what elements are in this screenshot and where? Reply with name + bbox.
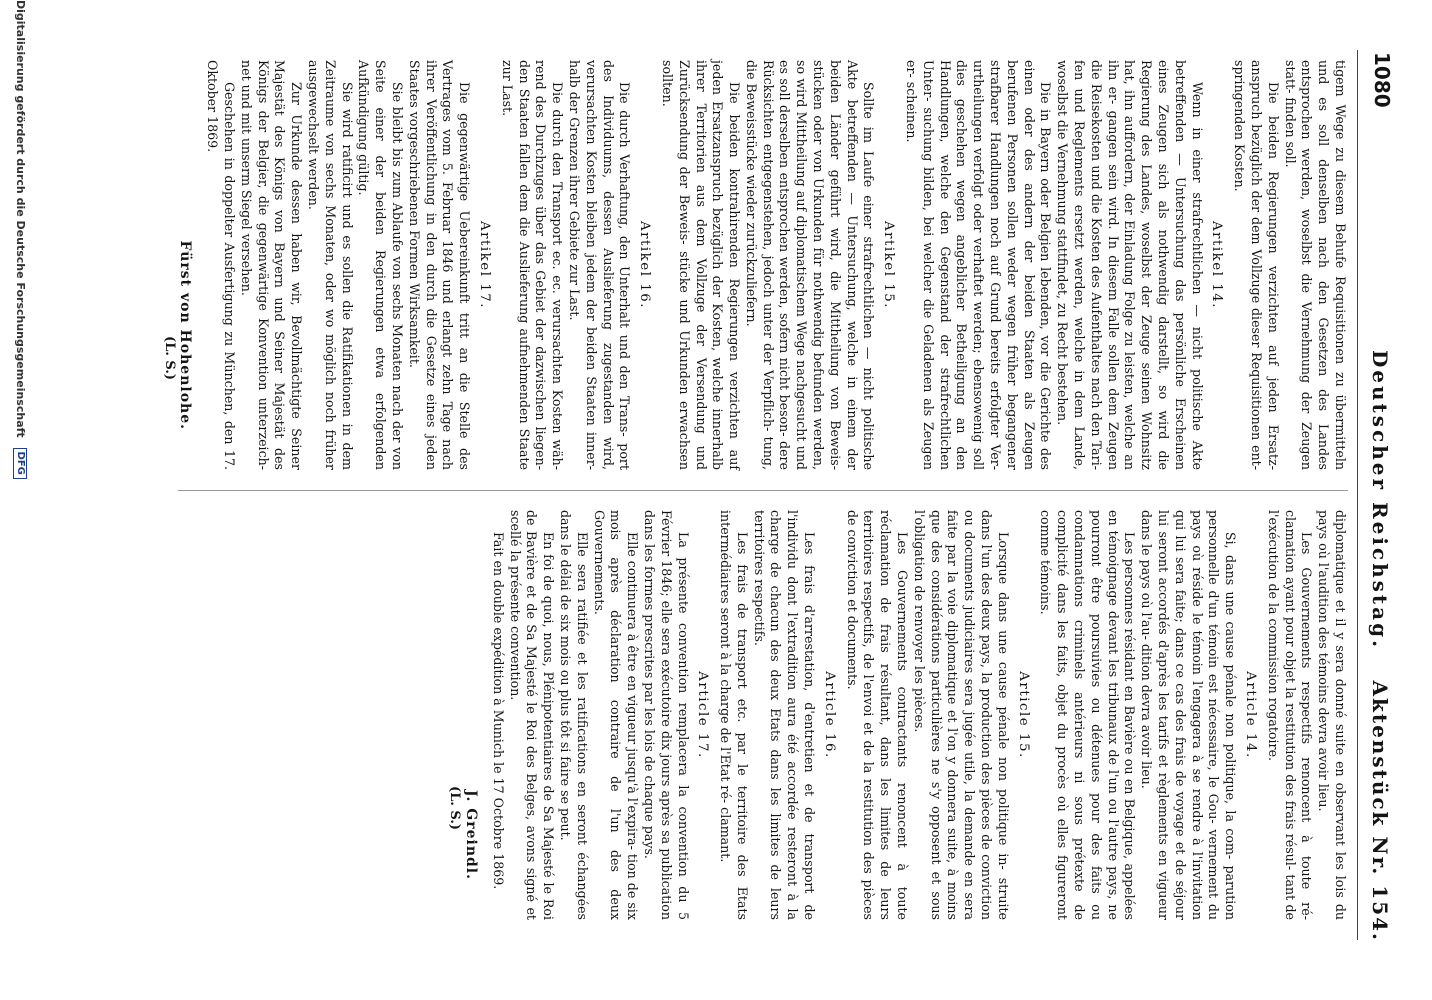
article-heading: Artikel 15.: [881, 220, 897, 310]
article-paragraph: Lorsque dans une cause pénale non politique in- struite dans l'un des deux pays, la production des pièces de conviction ou documents judiciaires sera jugée utile, la demande en sera faite par la voie diplomatique et l'on y donnera suite, à moins que des considérations particulières ne s'y opposent et sous l'obligation de renvoyer les pièces.: [911, 510, 1011, 920]
article-paragraph: Geschehen in doppelter Ausfertigung zu München, den 17. Oktober 1869.: [205, 60, 237, 470]
article-heading: Article 14.: [1243, 671, 1259, 759]
article-paragraph: Sie wird ratificirt und es sollen die Ratifikationen in dem Zeitraume von sechs Monaten, oder wo möglich noch früher ausgewechselt werden.: [305, 60, 355, 470]
french-column: [445, 510, 1348, 920]
article-heading: Article 15.: [1015, 671, 1031, 759]
german-lead-paragraph: tigem Wege zu diesem Behufe Requisitionen zu übermitteln und es soll denselben nach den Gesetzen des Landes entsprochen werden, woselbst die Vernehmung der Zeugen statt- finden soll.: [1282, 60, 1348, 470]
article-paragraph: Les Gouvernements contractants renoncent à toute réclamation de frais résultant, dans les limites de leurs territoires respectifs, de l'envoi et de la restitution des pièces de conviction et documents.: [844, 510, 911, 920]
article-paragraph: En foi de quoi, nous, Plénipotentiaires de Sa Majesté le Roi de Bavière et de Sa Majesté le Roi des Belges, avons signé et scellé la présente convention.: [507, 510, 557, 920]
dfg-logo: DFG: [13, 448, 27, 479]
article-heading: Artikel 14.: [1209, 220, 1225, 310]
article-paragraph: Die beiden kontrahirenden Regierungen verzichten auf jeden Ersatzanspruch bezüglich der Kosten, welche innerhalb ihrer Territorien aus dem Vollzuge der Versendung und Zurücksendung der Beweis- stücke und Urkunden erwachsen sollten.: [659, 60, 743, 470]
article-paragraph: Les frais d'arrestation, d'entretien et de transport de l'individu dont l'extradition aura été accordée resteront à la charge de chacun des deux Etats dans les limites de leurs territoires respectifs.: [751, 510, 818, 920]
digitization-credit: [13, 0, 27, 1000]
document-number: Aktenstück Nr. 154.: [1368, 680, 1392, 942]
article-paragraph: Fait en double expédition à Munich le 17 Octobre 1869.: [490, 532, 506, 890]
french-lead-paragraph: Les Gouvernements respectifs renoncent à toute ré- clamation ayant pour objet la restitution des frais résul- tant de l'exécution de la commission rogatoire.: [1265, 510, 1315, 920]
signatory-name: Fürst von Hohenlohe.: [177, 240, 194, 430]
header-rule: [1357, 50, 1358, 940]
article-heading: Artikel 17.: [476, 220, 492, 310]
column-divider: [178, 490, 1348, 491]
page-number: 1080: [1370, 52, 1394, 108]
article-paragraph: Zur Urkunde dessen haben wir, Bevollmächtigte Seiner Majestät des Königs von Bayern und Seiner Majestät des Königs der Belgier, die gegenwärtige Konvention unterzeich- net und mit unserm Siegel versehen.: [238, 60, 305, 470]
french-lead-paragraph: diplomatique et il y sera donné suite en observant les lois du pays où l'audition des témoins devra avoir lieu.: [1316, 510, 1348, 920]
article-heading: Artikel 16.: [637, 220, 653, 310]
article-paragraph: Die gegenwärtige Uebereinkunft tritt an die Stelle des Vertrages vom 5. Februar 1846 und erlangt zehn Tage nach ihrer Veröffentlichung in den durch die Gesetze eines jeden Staates vorgeschriebenen Formen Wirksamkeit.: [406, 60, 473, 470]
german-column: [160, 60, 1348, 470]
article-paragraph: Les personnes résidant en Bavière ou en Belgique, appelées en témoignage devant les tribunaux de l'un ou l'autre pays, ne pourront être poursuivies ou détenues pour des faits ou condamnations criminels antérieurs ni sous prétexte de complicité dans les faits, objet du procès où elles figureront comme témoins.: [1038, 510, 1138, 920]
article-paragraph: La présente convention remplacera la convention du 5 Février 1846; elle sera exécutoire dix jours après sa publication dans les formes prescrites par les lois de chaque pays.: [641, 510, 691, 920]
article-paragraph: Elle sera ratifiée et les ratifications en seront échangées dans le délai de six mois ou plus tôt si faire se peut.: [557, 510, 590, 920]
article-heading: Article 16.: [821, 671, 837, 759]
article-heading: Article 17.: [695, 671, 711, 759]
article-paragraph: Si, dans une cause pénale non politique, la com- parution personnelle d'un témoin est nécessaire, le Gou- vernement du pays où réside le témoin l'engagera à se rendre à l'invitation qui lui sera faite; dans ce cas des frais de voyage et de séjour lui seront accordés d'après les tarifs et règlements en vigueur dans le pays où l'au- dition devra avoir lieu.: [1139, 510, 1239, 920]
article-paragraph: Sie bleibt bis zum Ablaufe von sechs Monaten nach der von Seite einer der beiden Regierungen etwa erfolgenden Aufkündigung gültig.: [356, 60, 405, 470]
german-lead-paragraph: Die beiden Regierungen verzichten auf jeden Ersatz- anspruch bezüglich der dem Vollzuge dieser Requisitionen ent- springenden Kosten.: [1232, 60, 1281, 470]
article-paragraph: Die durch Verhaftung, den Unterhalt und den Trans- port des Individuums, dessen Auslieferung zugestanden wird, verursachten Kosten bleiben jedem der beiden Staaten inner- halb der Grenzen ihrer Gebiete zur Last.: [566, 60, 633, 470]
seal-mark: (L. S.): [447, 786, 463, 830]
article-paragraph: Les frais de transport etc. par le territoire des Etats intermédiaires seront à la charge de l'Etat ré- clamant.: [718, 510, 750, 920]
seal-mark: (L. S.): [161, 336, 177, 380]
article-paragraph: Die durch den Transport ec. ec. verursachten Kosten wäh- rend des Durchzuges über das Gebiet der dazwischen liegen- den Staaten fallen dem die Auslieferung aufnehmenden Staate zur Last.: [499, 60, 566, 470]
article-paragraph: Die in Bayern oder Belgien lebenden, vor die Gerichte des einen oder des andern der beiden Staaten als Zeugen berufenen Personen sollen weder wegen früher begangener strafbarer Handlungen noch auf Grund bereits erfolgter Ver- urtheilungen verfolgt oder verhaftet werden; ebensowenig soll dies geschehen wegen angeblicher Betheiligung an den Handlungen, welche den Gegenstand der strafrechtlichen Unter- suchung bilden, bei welcher die Geladenen als Zeugen er- scheinen.: [904, 60, 1054, 470]
article-paragraph: Elle continuera à être en vigueur jusqu'à l'expira- tion de six mois après déclaration contraire de l'un des deux Gouvernements.: [591, 510, 641, 920]
signatory-name: J. Greindl.: [462, 789, 479, 880]
article-paragraph: Wenn in einer strafrechtlichen — nicht politische Akte betreffenden — Untersuchung das persönliche Erscheinen eines Zeugen sich als nothwendig darstellt, so wird die Regierung des Landes, woselbst der Zeuge seinen Wohnsitz hat, ihn auffordern, der Einladung Folge zu leisten, welche an ihn er- gangen sein wird. In diesem Falle sollen dem Zeugen die Reisekosten und die Kosten des Aufenthaltes nach den Tari- fen und Reglements ersetzt werden, welche in dem Lande, woselbst die Vernehmung stattfindet, zu Recht bestehen.: [1055, 60, 1205, 470]
article-paragraph: Sollte im Laufe einer strafrechtlichen — nicht politische Akte betreffenden — Untersuchung, welche in einem der beiden Länder geführt wird, die Mittheilung von Beweis- stücken oder von Urkunden für nothwendig befunden werden, so wird Mittheilung auf diplomatischem Wege nachgesucht und es soll derselben entsprochen werden, sofern nicht beson- dere Rücksichten entgegenstehen, jedoch unter der Verpflich- tung, die Beweisstücke wieder zurückzuliefern.: [743, 60, 877, 470]
credit-text: Digitalisierung gefördert durch die Deutsche Forschungsgemeinschaft: [14, 0, 27, 438]
page-title: Deutscher Reichstag.: [1368, 349, 1392, 651]
